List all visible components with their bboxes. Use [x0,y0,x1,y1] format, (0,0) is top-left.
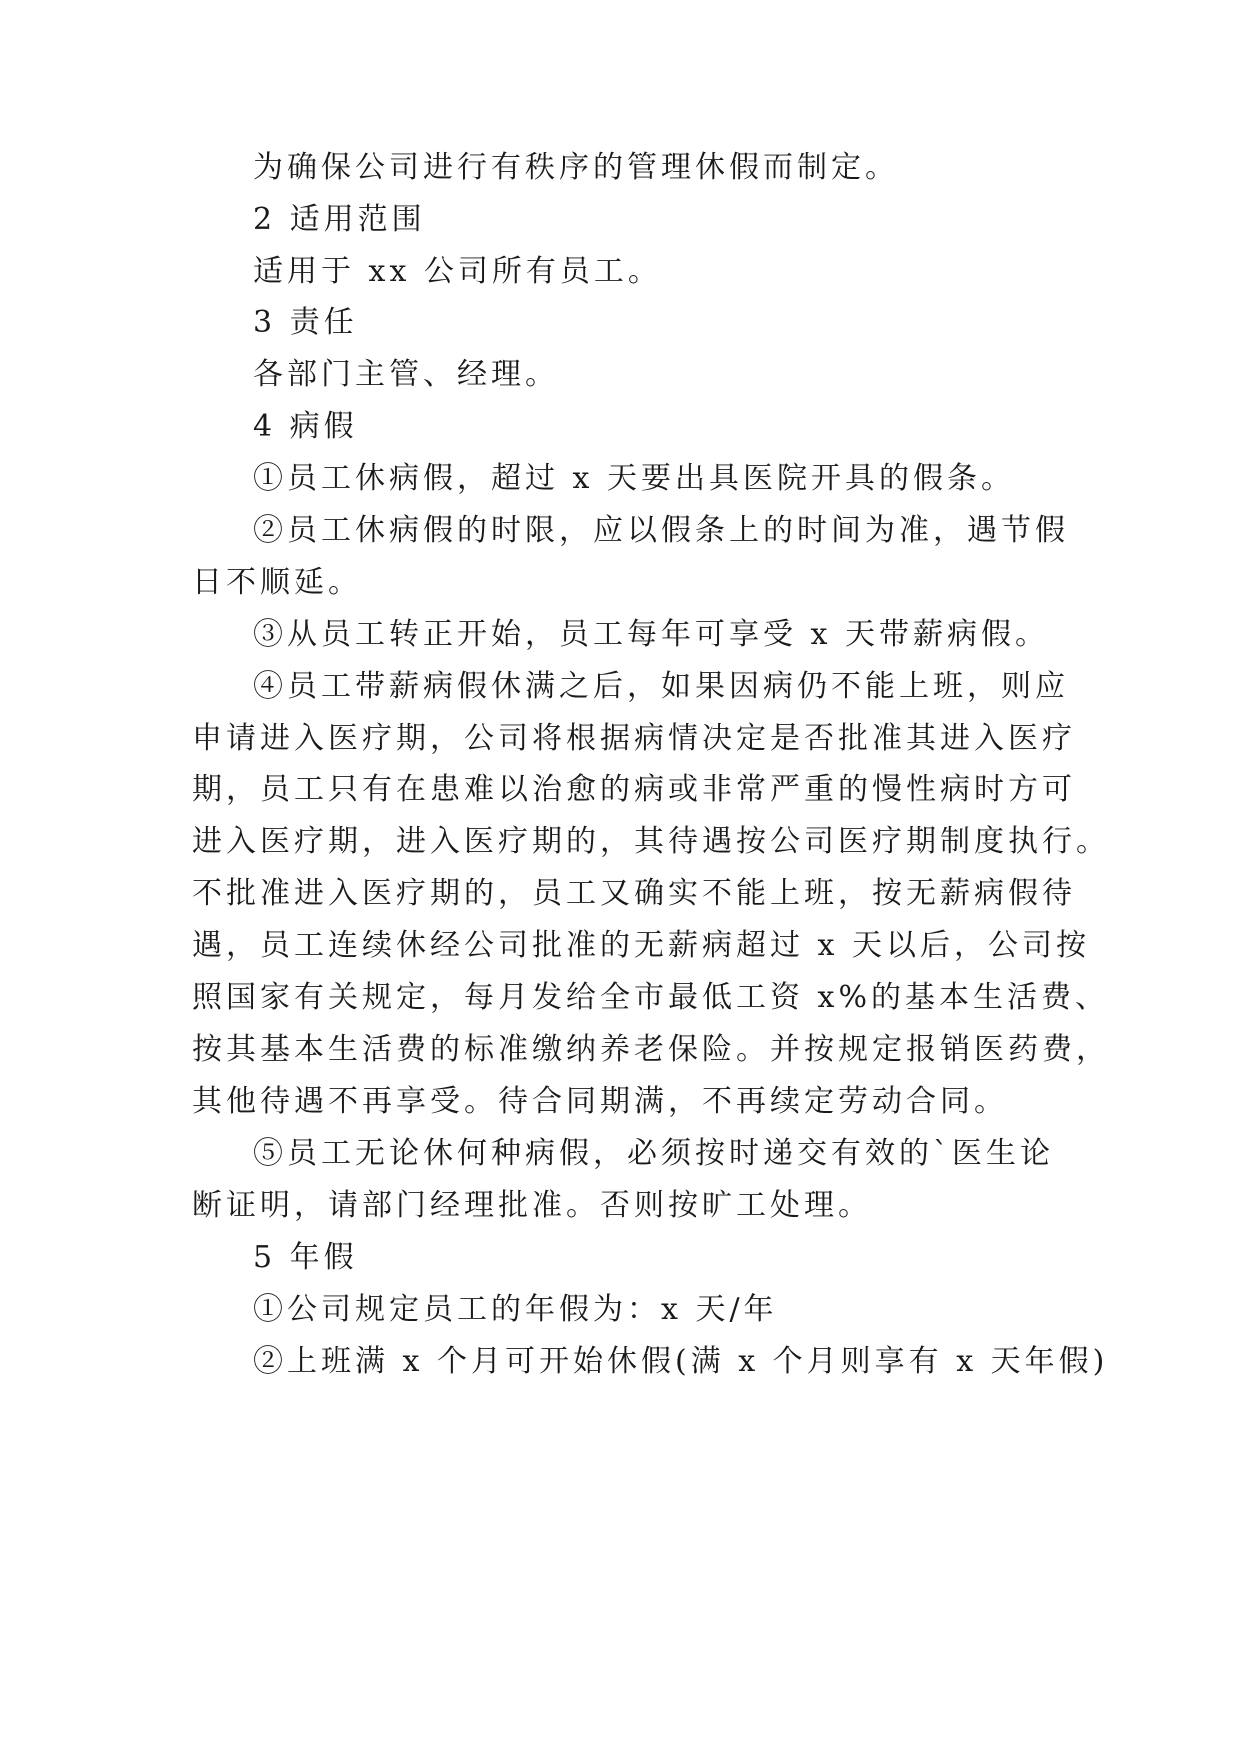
paragraph-line: ①公司规定员工的年假为：x 天/年 [253,1292,778,1327]
paragraph-line: 适用于 xx 公司所有员工。 [253,254,662,289]
paragraph-line: ①员工休病假，超过 x 天要出具医院开具的假条。 [253,461,1015,496]
paragraph-line: 照国家有关规定，每月发给全市最低工资 x%的基本生活费、 [192,980,1109,1015]
section-heading-responsibility: 3 责任 [253,305,358,340]
paragraph-line: ④员工带薪病假休满之后，如果因病仍不能上班，则应 [253,669,1069,704]
paragraph-line: 不批准进入医疗期的，员工又确实不能上班，按无薪病假待 [192,876,1076,911]
paragraph-line: ③从员工转正开始，员工每年可享受 x 天带薪病假。 [253,617,1049,652]
paragraph-line: 日不顺延。 [192,565,362,600]
paragraph-line: 其他待遇不再享受。待合同期满，不再续定劳动合同。 [192,1084,1008,1119]
paragraph-line: 遇，员工连续休经公司批准的无薪病超过 x 天以后，公司按 [192,928,1090,963]
paragraph-line: 按其基本生活费的标准缴纳养老保险。并按规定报销医药费， [192,1032,1110,1067]
paragraph-line: ②员工休病假的时限，应以假条上的时间为准，遇节假 [253,513,1069,548]
paragraph-line: ②上班满 x 个月可开始休假(满 x 个月则享有 x 天年假) [253,1344,1109,1379]
section-heading-scope: 2 适用范围 [253,202,426,237]
paragraph-line: 为确保公司进行有秩序的管理休假而制定。 [253,150,899,185]
paragraph-line: ⑤员工无论休何种病假，必须按时递交有效的`医生论 [253,1136,1054,1171]
paragraph-line: 进入医疗期，进入医疗期的，其待遇按公司医疗期制度执行。 [192,824,1110,859]
section-heading-sick-leave: 4 病假 [253,409,358,444]
paragraph-line: 期，员工只有在患难以治愈的病或非常严重的慢性病时方可 [192,772,1076,807]
paragraph-line: 申请进入医疗期，公司将根据病情决定是否批准其进入医疗 [192,721,1076,756]
paragraph-line: 断证明，请部门经理批准。否则按旷工处理。 [192,1188,872,1223]
paragraph-line: 各部门主管、经理。 [253,357,559,392]
section-heading-annual-leave: 5 年假 [253,1240,358,1275]
